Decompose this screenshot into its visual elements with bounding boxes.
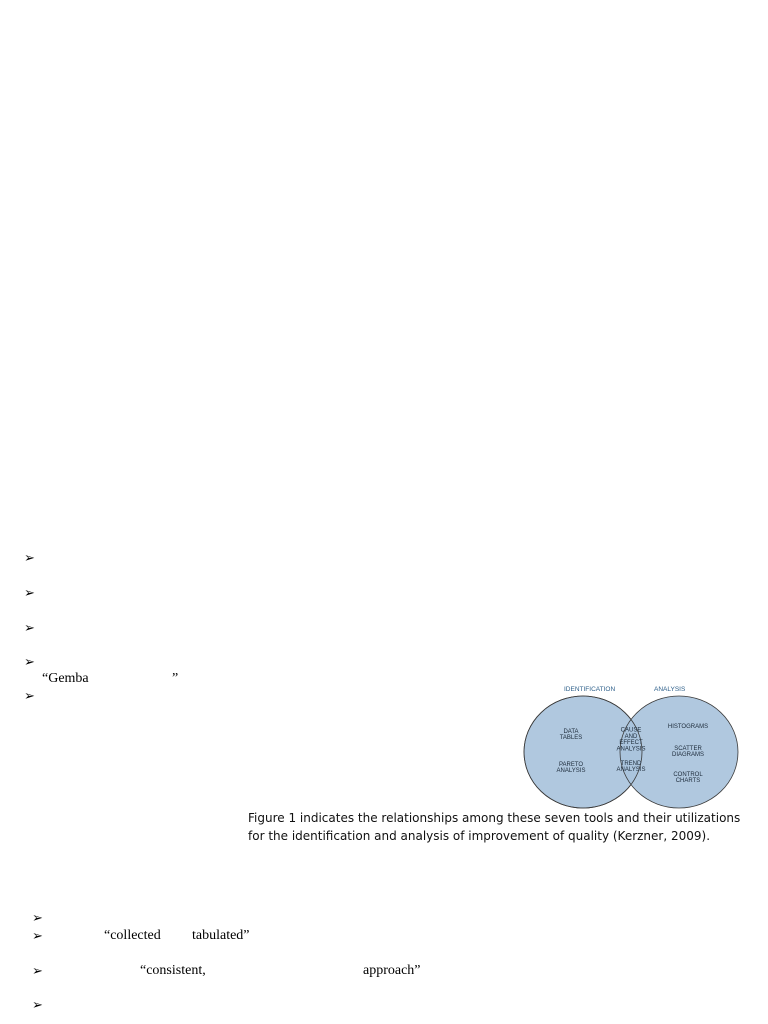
collected-text: “collected [104, 928, 161, 943]
figure-caption-line-1: Figure 1 indicates the relationships among these seven tools and their utilizations [248, 811, 741, 825]
venn-label-histograms: HISTOGRAMS [667, 724, 709, 730]
figure-caption-line-2: for the identification and analysis of improvement of quality (Kerzner, 2009). [248, 829, 711, 843]
venn-label-pareto-analysis: PARETO ANALYSIS [556, 761, 586, 775]
bullet-icon: ➢ [24, 551, 35, 566]
bullet-icon: ➢ [24, 655, 35, 670]
gemba-text: “Gemba [42, 671, 89, 686]
bullet-icon: ➢ [32, 929, 43, 944]
bullet-icon: ➢ [24, 586, 35, 601]
bullet-icon: ➢ [24, 621, 35, 636]
approach-text: approach” [363, 963, 421, 978]
venn-label-trend-analysis: TREND ANALYSIS [616, 760, 646, 774]
consistent-text: “consistent, [140, 963, 206, 978]
venn-label-scatter-diagrams: SCATTER DIAGRAMS [671, 745, 705, 759]
gemba-close-quote: ” [172, 671, 179, 686]
bullet-icon: ➢ [32, 998, 43, 1013]
venn-right-heading: ANALYSIS [654, 686, 686, 693]
quality-tools-venn-diagram [512, 680, 742, 810]
bullet-icon: ➢ [24, 689, 35, 704]
venn-label-data-tables: DATA TABLES [559, 728, 583, 742]
bullet-icon: ➢ [32, 911, 43, 926]
tabulated-text: tabulated” [192, 928, 250, 943]
venn-label-cause-effect: CAUSE AND EFFECT ANALYSIS [616, 727, 646, 753]
bullet-icon: ➢ [32, 964, 43, 979]
venn-label-control-charts: CONTROL CHARTS [673, 771, 703, 785]
venn-left-heading: IDENTIFICATION [564, 686, 616, 693]
